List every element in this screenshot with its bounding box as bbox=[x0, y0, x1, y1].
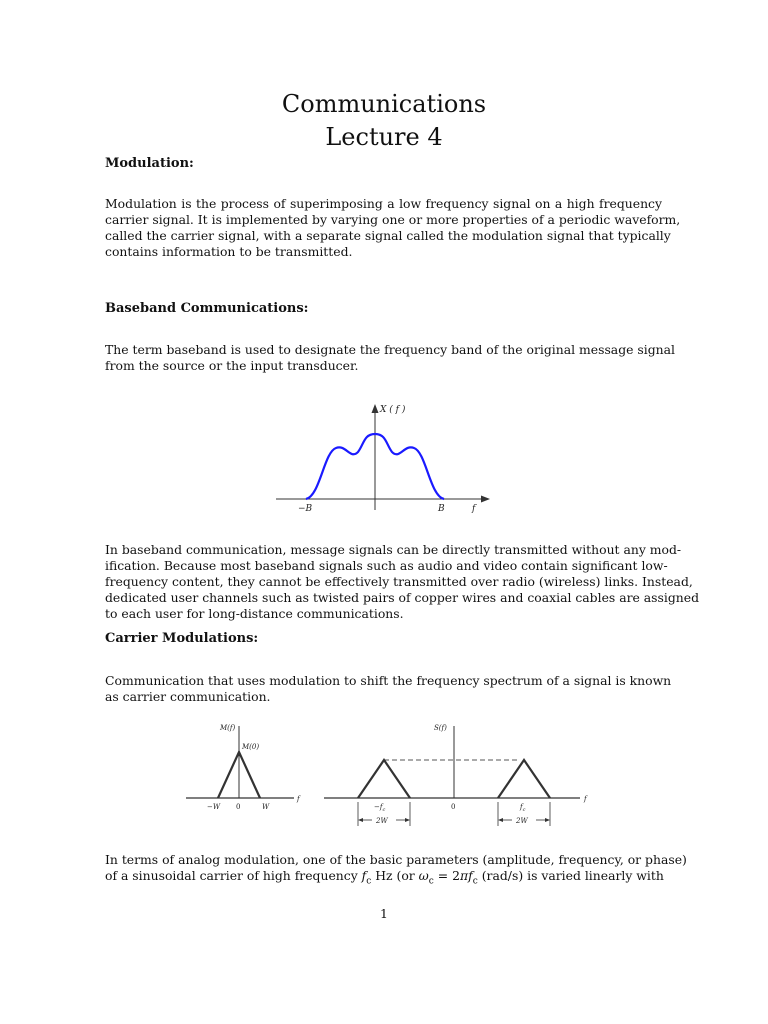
width-label-right: 2W bbox=[516, 817, 528, 825]
message-spectrum-figure bbox=[182, 718, 312, 818]
text-line: ification. Because most baseband signals such as audio and video contain significant low- bbox=[105, 558, 668, 573]
tick-pos-b: B bbox=[438, 504, 445, 514]
text-fragment: of a sinusoidal carrier of high frequency bbox=[105, 868, 362, 883]
modulated-spectrum-figure bbox=[320, 718, 600, 830]
tick-neg-w: −W bbox=[207, 803, 221, 811]
tick-zero: 0 bbox=[451, 803, 456, 811]
heading-modulation: Modulation: bbox=[105, 156, 194, 171]
text-line: as carrier communication. bbox=[105, 689, 271, 704]
heading-carrier-modulations: Carrier Modulations: bbox=[105, 631, 259, 646]
arrowhead bbox=[545, 818, 550, 822]
m-zero-label: M(0) bbox=[242, 743, 260, 751]
text-line: called the carrier signal, with a separate signal called the modulation signal that typically bbox=[105, 228, 671, 243]
math-sub-c: c bbox=[366, 876, 372, 887]
tick-pos-fc bbox=[519, 803, 526, 813]
tick-neg-fc-sub: c bbox=[382, 807, 386, 813]
y-axis-label: X ( f ) bbox=[380, 405, 406, 415]
title-line-2: Lecture 4 bbox=[325, 123, 443, 151]
arrowhead bbox=[405, 818, 410, 822]
tick-pos-w: W bbox=[262, 803, 270, 811]
heading-baseband: Baseband Communications: bbox=[105, 301, 309, 316]
width-label-left: 2W bbox=[376, 817, 388, 825]
text-fragment: (rad/s) is varied linearly with bbox=[477, 868, 664, 883]
baseband-spectrum-figure bbox=[270, 398, 500, 520]
f-label: f bbox=[297, 795, 300, 803]
text-fragment: Hz (or bbox=[371, 868, 419, 883]
paragraph-baseband-intro bbox=[105, 342, 675, 374]
math-f: f bbox=[361, 868, 367, 883]
math-sub-c: c bbox=[472, 876, 478, 887]
math-omega: ω bbox=[418, 868, 429, 883]
paragraph-carrier-intro bbox=[105, 673, 672, 705]
paragraph-analog-modulation bbox=[105, 852, 687, 889]
x-axis-arrow bbox=[481, 496, 490, 503]
text-line: carrier signal. It is implemented by varying one or more properties of a periodic waveform, bbox=[105, 212, 681, 227]
math-f: f bbox=[468, 868, 473, 883]
math-sub-c: c bbox=[428, 876, 434, 887]
text-line: Modulation is the process of superimposing a low frequency signal on a high frequency bbox=[105, 196, 662, 211]
text-fragment: = 2 bbox=[433, 868, 460, 883]
title-line-1: Communications bbox=[281, 90, 487, 118]
text-line: dedicated user channels such as twisted pairs of copper wires and coaxial cables are assigned bbox=[105, 590, 700, 605]
text-line: In baseband communication, message signals can be directly transmitted without any mod- bbox=[105, 542, 682, 557]
text-line: Communication that uses modulation to shift the frequency spectrum of a signal is known bbox=[105, 673, 672, 688]
y-axis-arrow bbox=[372, 404, 379, 413]
tick-pos-fc-main: f bbox=[520, 803, 523, 811]
tick-zero: 0 bbox=[236, 803, 241, 811]
s-f-label: S(f) bbox=[434, 724, 447, 732]
text-line: from the source or the input transducer. bbox=[105, 358, 359, 373]
text-line-with-math bbox=[105, 868, 662, 889]
math-pi: π bbox=[459, 868, 469, 883]
right-sideband-triangle bbox=[498, 760, 550, 798]
x-axis-label: f bbox=[472, 504, 476, 514]
text-line: frequency content, they cannot be effectively transmitted over radio (wireless) links. Instead, bbox=[105, 574, 693, 589]
tick-neg-fc-main: −f bbox=[374, 803, 383, 811]
f-label: f bbox=[584, 795, 587, 803]
tick-neg-b: −B bbox=[298, 504, 313, 514]
m-f-label: M(f) bbox=[220, 724, 236, 732]
arrowhead bbox=[498, 818, 503, 822]
tick-pos-fc-sub: c bbox=[522, 807, 526, 813]
paragraph-modulation bbox=[105, 196, 681, 260]
tick-neg-fc bbox=[374, 803, 385, 813]
arrowhead bbox=[358, 818, 363, 822]
text-line: to each user for long-distance communications. bbox=[105, 606, 404, 621]
page-number: 1 bbox=[380, 906, 388, 921]
text-line: In terms of analog modulation, one of the basic parameters (amplitude, frequency, or phase) bbox=[105, 852, 687, 867]
text-line: contains information to be transmitted. bbox=[105, 244, 353, 259]
paragraph-baseband-detail bbox=[105, 542, 700, 622]
text-line: The term baseband is used to designate the frequency band of the original message signal bbox=[105, 342, 675, 357]
left-sideband-triangle bbox=[358, 760, 410, 798]
